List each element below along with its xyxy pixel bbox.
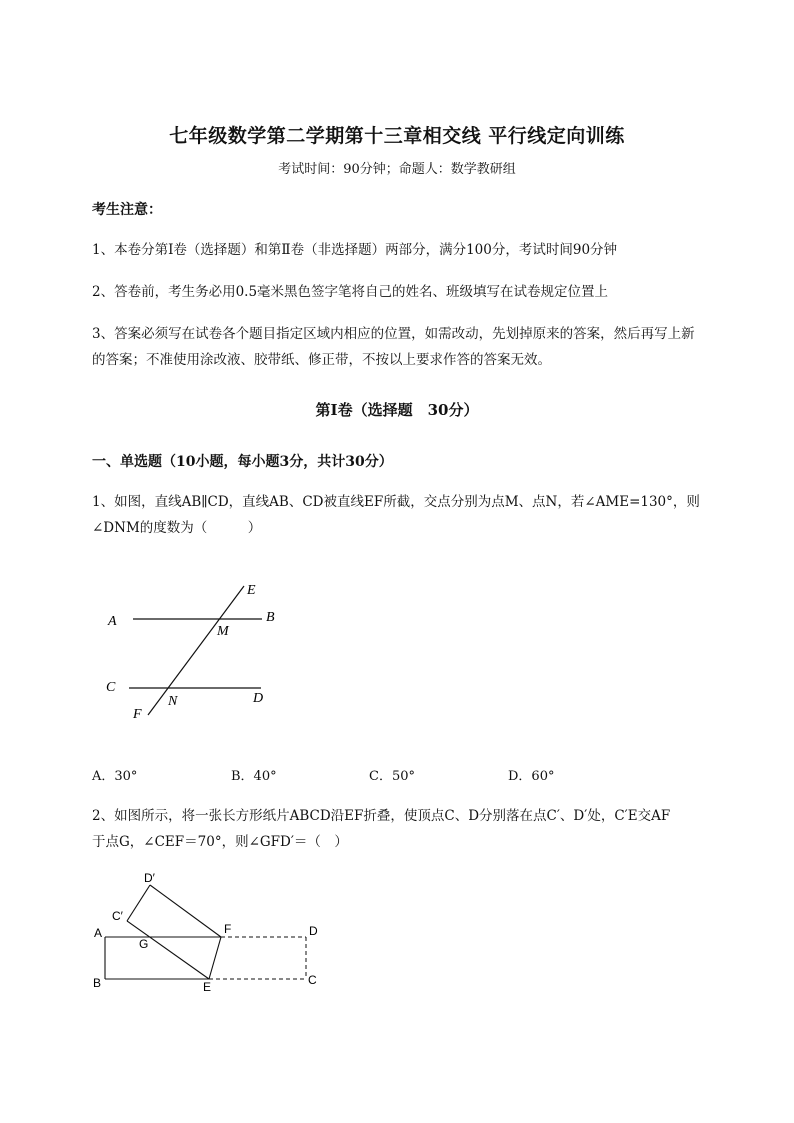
question-2-line-1: 2、如图所示，将一张长方形纸片ABCD沿EF折叠，使顶点C、D分别落在点C′、D′处，C′E交AF [92, 808, 671, 824]
segment-d1f [150, 885, 221, 937]
label-c: C [106, 680, 116, 695]
notice-item-2: 2、答卷前，考生务必用0.5毫米黑色签字笔将自己的姓名、班级填写在试卷规定位置上 [92, 284, 609, 300]
label-f: F [133, 707, 142, 722]
question-1-line-2: ∠DNM的度数为（ ） [92, 520, 262, 536]
label-c: C [308, 973, 317, 987]
segment-ef [209, 937, 221, 979]
label-b: B [266, 610, 275, 625]
label-d: D [253, 691, 264, 706]
label-d-prime: D′ [144, 871, 155, 885]
option-a[interactable]: A．30° [92, 769, 138, 784]
option-c[interactable]: C．50° [369, 769, 415, 784]
question-1-line-1: 1、如图，直线AB∥CD，直线AB、CD被直线EF所截，交点分别为点M、点N，若∠AME=130°，则 [92, 494, 700, 510]
label-m: M [217, 624, 229, 639]
label-c-prime: C′ [112, 909, 123, 923]
part-heading: 一、单选题（10小题，每小题3分，共计30分） [92, 454, 393, 470]
page-title: 七年级数学第二学期第十三章相交线 平行线定向训练 [169, 125, 625, 147]
label-a: A [94, 926, 103, 940]
label-a: A [108, 614, 117, 629]
section-title: 第I卷（选择题 30分） [315, 401, 479, 419]
notice-item-3-line-2: 的答案；不准使用涂改液、胶带纸、修正带，不按以上要求作答的答案无效。 [92, 352, 551, 368]
label-d: D [309, 924, 318, 938]
label-g: G [139, 937, 149, 951]
question-2-figure [88, 868, 338, 998]
notice-item-1: 1、本卷分第I卷（选择题）和第Ⅱ卷（非选择题）两部分，满分100分，考试时间90分钟 [92, 242, 618, 258]
label-e: E [247, 583, 256, 598]
segment-c1d1 [127, 885, 150, 921]
label-b: B [93, 976, 102, 990]
option-b[interactable]: B．40° [231, 769, 277, 784]
notice-heading: 考生注意： [92, 202, 162, 218]
question-2-line-2: 于点G，∠CEF＝70°，则∠GFD′＝（ ） [92, 834, 348, 850]
notice-item-3-line-1: 3、答案必须写在试卷各个题目指定区域内相应的位置，如需改动，先划掉原来的答案，然后再写上新 [92, 326, 695, 342]
exam-info: 考试时间：90分钟；命题人：数学教研组 [278, 162, 516, 177]
label-e: E [203, 980, 212, 994]
label-f: F [224, 922, 232, 936]
question-1-figure [95, 570, 295, 730]
label-n: N [168, 694, 178, 709]
option-d[interactable]: D．60° [508, 769, 555, 784]
line-ef [148, 586, 244, 715]
